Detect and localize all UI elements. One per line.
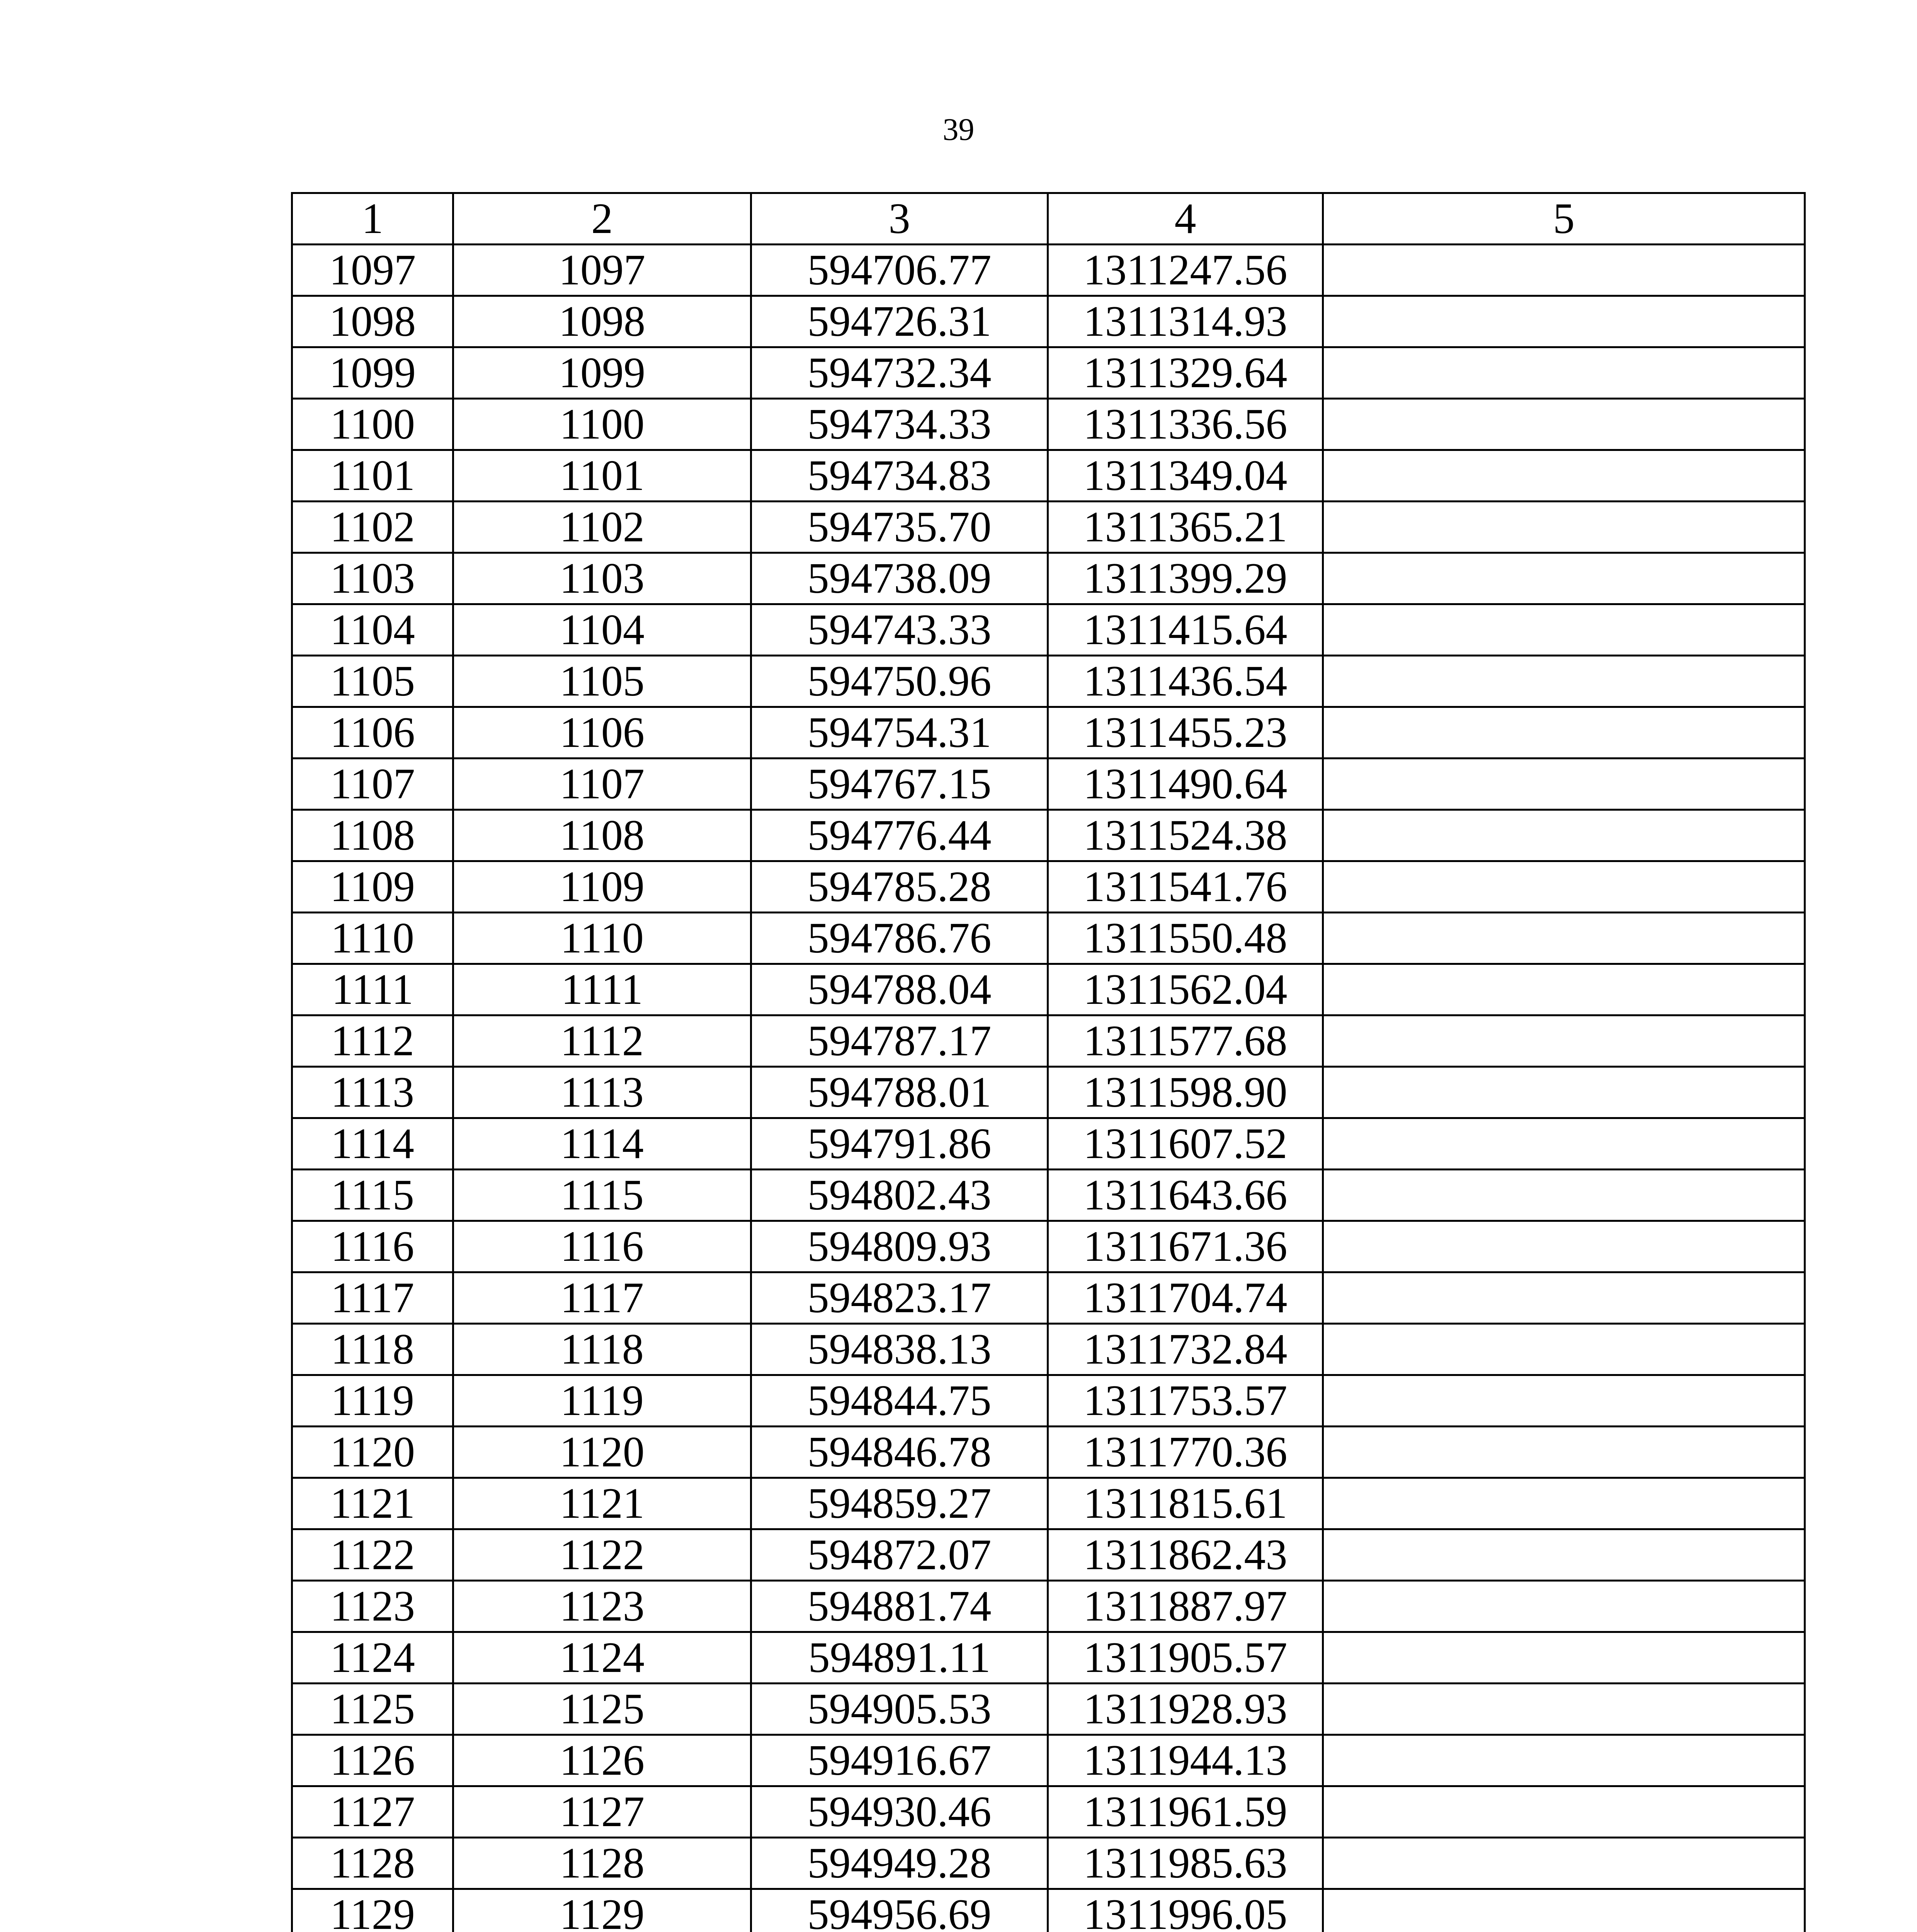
cell-point-id: 1109 bbox=[453, 861, 751, 913]
cell-point-number: 1123 bbox=[292, 1581, 453, 1632]
cell-coord-y: 1311944.13 bbox=[1048, 1735, 1323, 1786]
cell-note bbox=[1323, 399, 1805, 450]
cell-coord-y: 1311862.43 bbox=[1048, 1529, 1323, 1581]
cell-point-number: 1098 bbox=[292, 296, 453, 347]
cell-coord-y: 1311550.48 bbox=[1048, 913, 1323, 964]
cell-note bbox=[1323, 1170, 1805, 1221]
cell-point-id: 1098 bbox=[453, 296, 751, 347]
table-row bbox=[292, 1838, 1805, 1889]
column-header-1: 1 bbox=[292, 193, 453, 245]
cell-note bbox=[1323, 604, 1805, 656]
table-row bbox=[292, 1581, 1805, 1632]
table-row bbox=[292, 399, 1805, 450]
table-row bbox=[292, 810, 1805, 861]
cell-point-number: 1114 bbox=[292, 1118, 453, 1170]
cell-point-number: 1121 bbox=[292, 1478, 453, 1529]
cell-coord-x: 594809.93 bbox=[751, 1221, 1048, 1272]
cell-point-id: 1102 bbox=[453, 502, 751, 553]
cell-point-number: 1106 bbox=[292, 707, 453, 759]
cell-point-number: 1101 bbox=[292, 450, 453, 502]
cell-point-id: 1107 bbox=[453, 759, 751, 810]
cell-coord-x: 594844.75 bbox=[751, 1375, 1048, 1427]
cell-point-number: 1105 bbox=[292, 656, 453, 707]
cell-point-number: 1118 bbox=[292, 1324, 453, 1375]
cell-point-number: 1115 bbox=[292, 1170, 453, 1221]
cell-coord-y: 1311815.61 bbox=[1048, 1478, 1323, 1529]
table-row bbox=[292, 450, 1805, 502]
table-row bbox=[292, 1529, 1805, 1581]
cell-point-id: 1100 bbox=[453, 399, 751, 450]
cell-note bbox=[1323, 656, 1805, 707]
cell-point-number: 1110 bbox=[292, 913, 453, 964]
cell-coord-x: 594791.86 bbox=[751, 1118, 1048, 1170]
cell-coord-x: 594738.09 bbox=[751, 553, 1048, 604]
cell-coord-x: 594916.67 bbox=[751, 1735, 1048, 1786]
cell-note bbox=[1323, 707, 1805, 759]
table-row bbox=[292, 1786, 1805, 1838]
cell-point-number: 1124 bbox=[292, 1632, 453, 1684]
table-body bbox=[292, 245, 1805, 1932]
table-row bbox=[292, 1015, 1805, 1067]
cell-coord-x: 594859.27 bbox=[751, 1478, 1048, 1529]
cell-point-id: 1117 bbox=[453, 1272, 751, 1324]
cell-coord-y: 1311415.64 bbox=[1048, 604, 1323, 656]
table-row bbox=[292, 1221, 1805, 1272]
cell-point-id: 1129 bbox=[453, 1889, 751, 1932]
cell-point-id: 1114 bbox=[453, 1118, 751, 1170]
table-row bbox=[292, 964, 1805, 1015]
cell-point-number: 1117 bbox=[292, 1272, 453, 1324]
table-row bbox=[292, 347, 1805, 399]
cell-point-number: 1127 bbox=[292, 1786, 453, 1838]
cell-coord-y: 1311753.57 bbox=[1048, 1375, 1323, 1427]
cell-note bbox=[1323, 1632, 1805, 1684]
cell-note bbox=[1323, 1221, 1805, 1272]
table-row bbox=[292, 1170, 1805, 1221]
cell-point-id: 1128 bbox=[453, 1838, 751, 1889]
cell-coord-x: 594881.74 bbox=[751, 1581, 1048, 1632]
cell-note bbox=[1323, 1427, 1805, 1478]
cell-coord-x: 594787.17 bbox=[751, 1015, 1048, 1067]
cell-coord-x: 594956.69 bbox=[751, 1889, 1048, 1932]
cell-point-id: 1112 bbox=[453, 1015, 751, 1067]
cell-point-id: 1113 bbox=[453, 1067, 751, 1118]
cell-coord-y: 1311732.84 bbox=[1048, 1324, 1323, 1375]
cell-point-id: 1105 bbox=[453, 656, 751, 707]
cell-coord-y: 1311598.90 bbox=[1048, 1067, 1323, 1118]
cell-coord-x: 594891.11 bbox=[751, 1632, 1048, 1684]
cell-coord-x: 594754.31 bbox=[751, 707, 1048, 759]
cell-note bbox=[1323, 1529, 1805, 1581]
cell-note bbox=[1323, 1015, 1805, 1067]
cell-coord-y: 1311436.54 bbox=[1048, 656, 1323, 707]
table-row bbox=[292, 1632, 1805, 1684]
cell-note bbox=[1323, 1581, 1805, 1632]
cell-coord-y: 1311671.36 bbox=[1048, 1221, 1323, 1272]
cell-note bbox=[1323, 1889, 1805, 1932]
cell-coord-x: 594786.76 bbox=[751, 913, 1048, 964]
cell-coord-x: 594750.96 bbox=[751, 656, 1048, 707]
cell-note bbox=[1323, 1375, 1805, 1427]
cell-coord-x: 594802.43 bbox=[751, 1170, 1048, 1221]
cell-point-number: 1107 bbox=[292, 759, 453, 810]
column-header-4: 4 bbox=[1048, 193, 1323, 245]
cell-note bbox=[1323, 1786, 1805, 1838]
cell-coord-x: 594732.34 bbox=[751, 347, 1048, 399]
cell-coord-x: 594788.04 bbox=[751, 964, 1048, 1015]
cell-point-id: 1115 bbox=[453, 1170, 751, 1221]
cell-note bbox=[1323, 1324, 1805, 1375]
cell-coord-y: 1311524.38 bbox=[1048, 810, 1323, 861]
cell-point-id: 1119 bbox=[453, 1375, 751, 1427]
cell-point-id: 1127 bbox=[453, 1786, 751, 1838]
cell-point-id: 1126 bbox=[453, 1735, 751, 1786]
cell-note bbox=[1323, 759, 1805, 810]
cell-note bbox=[1323, 1067, 1805, 1118]
cell-coord-x: 594734.33 bbox=[751, 399, 1048, 450]
table-row bbox=[292, 913, 1805, 964]
cell-note bbox=[1323, 450, 1805, 502]
cell-point-number: 1126 bbox=[292, 1735, 453, 1786]
cell-coord-y: 1311928.93 bbox=[1048, 1684, 1323, 1735]
cell-point-id: 1101 bbox=[453, 450, 751, 502]
cell-coord-x: 594767.15 bbox=[751, 759, 1048, 810]
cell-note bbox=[1323, 810, 1805, 861]
cell-point-number: 1104 bbox=[292, 604, 453, 656]
cell-coord-y: 1311562.04 bbox=[1048, 964, 1323, 1015]
cell-coord-x: 594838.13 bbox=[751, 1324, 1048, 1375]
table-row bbox=[292, 1324, 1805, 1375]
cell-coord-x: 594905.53 bbox=[751, 1684, 1048, 1735]
cell-coord-x: 594823.17 bbox=[751, 1272, 1048, 1324]
cell-point-number: 1102 bbox=[292, 502, 453, 553]
cell-point-number: 1125 bbox=[292, 1684, 453, 1735]
cell-point-number: 1111 bbox=[292, 964, 453, 1015]
cell-point-number: 1116 bbox=[292, 1221, 453, 1272]
cell-point-id: 1103 bbox=[453, 553, 751, 604]
cell-point-number: 1100 bbox=[292, 399, 453, 450]
cell-coord-x: 594785.28 bbox=[751, 861, 1048, 913]
cell-point-number: 1129 bbox=[292, 1889, 453, 1932]
table-row bbox=[292, 1118, 1805, 1170]
cell-note bbox=[1323, 1478, 1805, 1529]
cell-coord-x: 594930.46 bbox=[751, 1786, 1048, 1838]
cell-point-id: 1099 bbox=[453, 347, 751, 399]
table-row bbox=[292, 296, 1805, 347]
cell-point-id: 1116 bbox=[453, 1221, 751, 1272]
cell-point-number: 1112 bbox=[292, 1015, 453, 1067]
cell-coord-y: 1311887.97 bbox=[1048, 1581, 1323, 1632]
cell-coord-x: 594743.33 bbox=[751, 604, 1048, 656]
cell-coord-y: 1311541.76 bbox=[1048, 861, 1323, 913]
cell-coord-y: 1311985.63 bbox=[1048, 1838, 1323, 1889]
coordinates-table bbox=[291, 192, 1806, 1932]
cell-point-id: 1125 bbox=[453, 1684, 751, 1735]
cell-note bbox=[1323, 502, 1805, 553]
table-header-row bbox=[292, 193, 1805, 245]
cell-coord-y: 1311905.57 bbox=[1048, 1632, 1323, 1684]
cell-coord-y: 1311770.36 bbox=[1048, 1427, 1323, 1478]
cell-point-number: 1122 bbox=[292, 1529, 453, 1581]
cell-note bbox=[1323, 964, 1805, 1015]
table-row bbox=[292, 759, 1805, 810]
cell-note bbox=[1323, 913, 1805, 964]
page-number: 39 bbox=[942, 112, 975, 147]
table-row bbox=[292, 553, 1805, 604]
cell-coord-y: 1311704.74 bbox=[1048, 1272, 1323, 1324]
cell-note bbox=[1323, 1684, 1805, 1735]
cell-coord-x: 594734.83 bbox=[751, 450, 1048, 502]
cell-coord-x: 594872.07 bbox=[751, 1529, 1048, 1581]
cell-coord-y: 1311247.56 bbox=[1048, 245, 1323, 296]
cell-coord-x: 594949.28 bbox=[751, 1838, 1048, 1889]
cell-point-id: 1123 bbox=[453, 1581, 751, 1632]
table-row bbox=[292, 1427, 1805, 1478]
cell-point-id: 1106 bbox=[453, 707, 751, 759]
table-row bbox=[292, 656, 1805, 707]
cell-note bbox=[1323, 245, 1805, 296]
cell-coord-y: 1311961.59 bbox=[1048, 1786, 1323, 1838]
cell-note bbox=[1323, 1118, 1805, 1170]
column-header-3: 3 bbox=[751, 193, 1048, 245]
cell-coord-y: 1311643.66 bbox=[1048, 1170, 1323, 1221]
cell-coord-x: 594776.44 bbox=[751, 810, 1048, 861]
table-row bbox=[292, 1067, 1805, 1118]
table-row bbox=[292, 861, 1805, 913]
table-row bbox=[292, 707, 1805, 759]
cell-coord-y: 1311314.93 bbox=[1048, 296, 1323, 347]
table-row bbox=[292, 245, 1805, 296]
cell-point-id: 1111 bbox=[453, 964, 751, 1015]
cell-coord-y: 1311336.56 bbox=[1048, 399, 1323, 450]
cell-point-id: 1104 bbox=[453, 604, 751, 656]
cell-coord-y: 1311455.23 bbox=[1048, 707, 1323, 759]
cell-point-id: 1122 bbox=[453, 1529, 751, 1581]
cell-coord-y: 1311607.52 bbox=[1048, 1118, 1323, 1170]
table-row bbox=[292, 1684, 1805, 1735]
cell-point-number: 1119 bbox=[292, 1375, 453, 1427]
table-row bbox=[292, 604, 1805, 656]
cell-coord-x: 594788.01 bbox=[751, 1067, 1048, 1118]
cell-note bbox=[1323, 296, 1805, 347]
column-header-5: 5 bbox=[1323, 193, 1805, 245]
cell-note bbox=[1323, 1838, 1805, 1889]
cell-note bbox=[1323, 1735, 1805, 1786]
cell-point-number: 1099 bbox=[292, 347, 453, 399]
cell-point-number: 1109 bbox=[292, 861, 453, 913]
table-row bbox=[292, 1478, 1805, 1529]
cell-point-number: 1120 bbox=[292, 1427, 453, 1478]
table-row bbox=[292, 1272, 1805, 1324]
cell-coord-y: 1311349.04 bbox=[1048, 450, 1323, 502]
cell-point-id: 1108 bbox=[453, 810, 751, 861]
cell-coord-y: 1311577.68 bbox=[1048, 1015, 1323, 1067]
cell-point-id: 1124 bbox=[453, 1632, 751, 1684]
cell-note bbox=[1323, 347, 1805, 399]
cell-point-id: 1110 bbox=[453, 913, 751, 964]
cell-coord-x: 594735.70 bbox=[751, 502, 1048, 553]
cell-point-id: 1121 bbox=[453, 1478, 751, 1529]
cell-coord-y: 1311490.64 bbox=[1048, 759, 1323, 810]
cell-note bbox=[1323, 861, 1805, 913]
cell-point-id: 1097 bbox=[453, 245, 751, 296]
cell-point-id: 1120 bbox=[453, 1427, 751, 1478]
cell-coord-y: 1311399.29 bbox=[1048, 553, 1323, 604]
cell-note bbox=[1323, 1272, 1805, 1324]
cell-point-number: 1128 bbox=[292, 1838, 453, 1889]
cell-coord-x: 594846.78 bbox=[751, 1427, 1048, 1478]
cell-point-number: 1097 bbox=[292, 245, 453, 296]
cell-coord-y: 1311996.05 bbox=[1048, 1889, 1323, 1932]
table-row bbox=[292, 1889, 1805, 1932]
table-row bbox=[292, 1375, 1805, 1427]
cell-point-id: 1118 bbox=[453, 1324, 751, 1375]
cell-coord-y: 1311329.64 bbox=[1048, 347, 1323, 399]
column-header-2: 2 bbox=[453, 193, 751, 245]
cell-coord-x: 594706.77 bbox=[751, 245, 1048, 296]
cell-coord-y: 1311365.21 bbox=[1048, 502, 1323, 553]
cell-point-number: 1113 bbox=[292, 1067, 453, 1118]
cell-coord-x: 594726.31 bbox=[751, 296, 1048, 347]
table-row bbox=[292, 1735, 1805, 1786]
cell-point-number: 1108 bbox=[292, 810, 453, 861]
cell-point-number: 1103 bbox=[292, 553, 453, 604]
table-row bbox=[292, 502, 1805, 553]
cell-note bbox=[1323, 553, 1805, 604]
